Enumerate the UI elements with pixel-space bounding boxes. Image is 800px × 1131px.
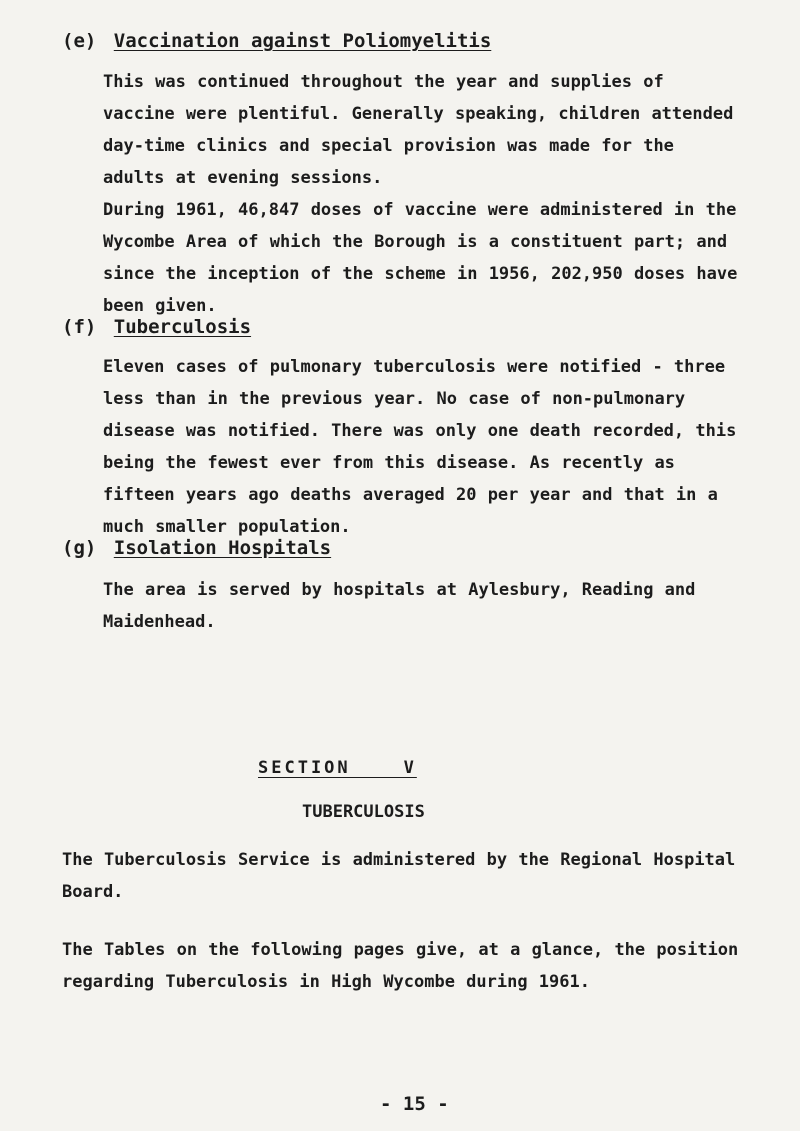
paragraph-vaccination-doses: During 1961, 46,847 doses of vaccine were administered in the Wycombe Area of which the Borough is a constituent part; and since the inception of the scheme in 1956, 202,950 doses have been given. bbox=[103, 200, 738, 316]
paragraph-tb-service: The Tuberculosis Service is administered by the Regional Hospital Board. bbox=[62, 850, 736, 902]
paragraph-tuberculosis-cases: Eleven cases of pulmonary tuberculosis were notified - three less than in the previous year. No case of non-pulmonary disease was notified. There was only one death recorded, this being the fewest ever from this disease. As recently as fifteen years ago deaths averaged 20 per year and that in a much smaller population. bbox=[103, 357, 737, 537]
heading-isolation-hospitals bbox=[62, 537, 331, 559]
section-subtitle: TUBERCULOSIS bbox=[302, 802, 425, 822]
heading-letter-f: (f) bbox=[62, 316, 97, 338]
heading-letter-g: (g) bbox=[62, 537, 97, 559]
paragraph-isolation-hospitals: The area is served by hospitals at Aylesbury, Reading and Maidenhead. bbox=[103, 580, 696, 632]
section-title: SECTION V bbox=[258, 758, 417, 778]
heading-text-vaccination: Vaccination against Poliomyelitis bbox=[113, 30, 492, 52]
paragraph-tb-tables: The Tables on the following pages give, at a glance, the position regarding Tuberculosis in High Wycombe during 1961. bbox=[62, 940, 739, 992]
page-number: - 15 - bbox=[380, 1093, 449, 1115]
heading-text-tuberculosis: Tuberculosis bbox=[113, 316, 252, 338]
heading-tuberculosis bbox=[62, 316, 251, 338]
heading-vaccination bbox=[62, 30, 491, 52]
paragraph-vaccination-supplies: This was continued throughout the year and supplies of vaccine were plentiful. Generally speaking, children attended day-time clinics and special provision was made for the adults at evening sessions. bbox=[103, 72, 734, 188]
heading-letter-e: (e) bbox=[62, 30, 97, 52]
heading-text-isolation-hospitals: Isolation Hospitals bbox=[113, 537, 332, 559]
